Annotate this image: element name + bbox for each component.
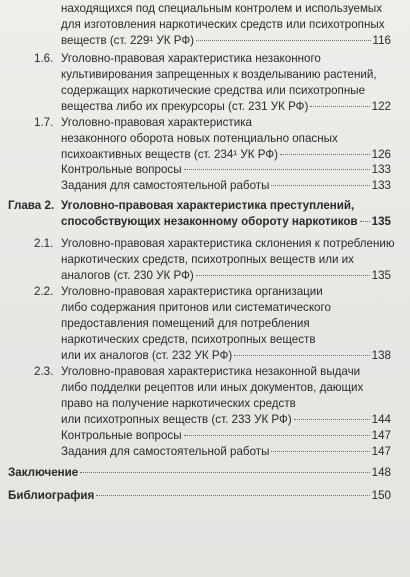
toc-entry-line: наркотических средств, психотропных веществ xyxy=(61,333,316,346)
section-number: 1.6. xyxy=(34,52,54,65)
dot-leader xyxy=(96,495,369,496)
toc-entry-line: Уголовно-правовая характеристика склонения к потреблению xyxy=(61,237,395,250)
toc-entry-leader-line xyxy=(61,348,391,364)
toc-page-number: 135 xyxy=(371,269,391,282)
toc-page-number: 147 xyxy=(371,429,391,442)
toc-entry-leader-line xyxy=(61,147,391,163)
toc-page-number: 122 xyxy=(371,100,391,113)
toc-page-number: 138 xyxy=(371,349,391,362)
toc-entry-control-questions xyxy=(61,428,391,444)
dot-leader xyxy=(271,451,369,452)
dot-leader xyxy=(271,185,369,186)
toc-entry-title-tail: вещества либо их прекурсоры (ст. 231 УК РФ) xyxy=(61,100,309,113)
toc-entry-line: Уголовно-правовая характеристика незаконного xyxy=(61,52,321,65)
toc-page-number: 148 xyxy=(371,466,391,479)
dot-leader xyxy=(310,106,369,107)
chapter-title-tail: способствующих незаконному обороту наркотиков xyxy=(61,215,358,228)
toc-entry-title: Задания для самостоятельной работы xyxy=(61,179,270,192)
toc-page-number: 150 xyxy=(371,489,391,502)
toc-page-number: 135 xyxy=(371,215,391,228)
toc-entry-conclusion xyxy=(8,465,391,481)
section-number: 2.1. xyxy=(34,237,54,250)
toc-entry-leader-line xyxy=(61,33,391,49)
toc-entry-tasks xyxy=(61,178,391,194)
toc-entry-title: Заключение xyxy=(8,466,79,479)
toc-page-number: 126 xyxy=(371,148,391,161)
dot-leader xyxy=(80,472,369,473)
toc-entry-leader-line xyxy=(61,412,391,428)
toc-page-number: 133 xyxy=(371,179,391,192)
toc-entry-line: находящихся под специальным контролем и используемых xyxy=(61,2,383,15)
dot-leader xyxy=(196,40,371,41)
dot-leader xyxy=(234,355,369,356)
dot-leader xyxy=(184,169,370,170)
toc-entry-title: Задания для самостоятельной работы xyxy=(61,445,270,458)
toc-entry-line: либо содержания притонов или систематического xyxy=(61,301,331,314)
toc-entry-title-tail: аналогов (ст. 230 УК РФ) xyxy=(61,269,194,282)
toc-entry-title: Контрольные вопросы xyxy=(61,429,182,442)
section-number: 2.3. xyxy=(34,365,54,378)
toc-entry-leader-line xyxy=(61,268,391,284)
dot-leader xyxy=(280,154,370,155)
toc-entry-line: наркотических средств, психотропных веществ или их xyxy=(61,253,354,266)
toc-entry-line: незаконного оборота новых потенциально опасных xyxy=(61,132,338,145)
toc-entry-leader-line xyxy=(61,214,391,230)
toc-entry-line: Уголовно-правовая характеристика незаконной выдачи xyxy=(61,365,361,378)
section-number: 1.7. xyxy=(34,116,54,129)
toc-entry-line: Уголовно-правовая характеристика организации xyxy=(61,285,323,298)
toc-entry-bibliography xyxy=(8,488,391,504)
toc-entry-control-questions xyxy=(61,162,391,178)
toc-entry-title-tail: веществ (ст. 229¹ УК РФ) xyxy=(61,34,194,47)
dot-leader xyxy=(184,435,370,436)
toc-entry-line: содержащих наркотические средства или психотропные xyxy=(61,84,366,97)
toc-entry-line: Уголовно-правовая характеристика xyxy=(61,116,252,129)
dot-leader xyxy=(294,419,370,420)
dot-leader xyxy=(196,275,370,276)
toc-page-number: 133 xyxy=(371,163,391,176)
toc-entry-leader-line xyxy=(61,99,391,115)
toc-entry-title: Библиография xyxy=(8,489,95,502)
toc-entry-title-tail: или психотропных веществ (ст. 233 УК РФ) xyxy=(61,413,292,426)
toc-page-number: 116 xyxy=(372,34,391,47)
toc-entry-line: для изготовления наркотических средств или психотропных xyxy=(61,18,385,31)
toc-entry-line: либо подделки рецептов или иных документов, дающих xyxy=(61,381,364,394)
chapter-number: Глава 2. xyxy=(8,199,55,212)
toc-page-number: 144 xyxy=(371,413,391,426)
section-number: 2.2. xyxy=(34,285,54,298)
toc-entry-line: культивирования запрещенных к возделыванию растений, xyxy=(61,68,377,81)
chapter-title-line: Уголовно-правовая характеристика преступлений, xyxy=(61,199,355,212)
dot-leader xyxy=(360,221,370,222)
toc-entry-line: предоставления помещений для потребления xyxy=(61,317,310,330)
toc-entry-title: Контрольные вопросы xyxy=(61,163,182,176)
toc-entry-tasks xyxy=(61,444,391,460)
toc-entry-title-tail: или их аналогов (ст. 232 УК РФ) xyxy=(61,349,233,362)
toc-entry-line: право на получение наркотических средств xyxy=(61,397,296,410)
toc-page-number: 147 xyxy=(371,445,391,458)
toc-entry-title-tail: психоактивных веществ (ст. 234¹ УК РФ) xyxy=(61,148,279,161)
